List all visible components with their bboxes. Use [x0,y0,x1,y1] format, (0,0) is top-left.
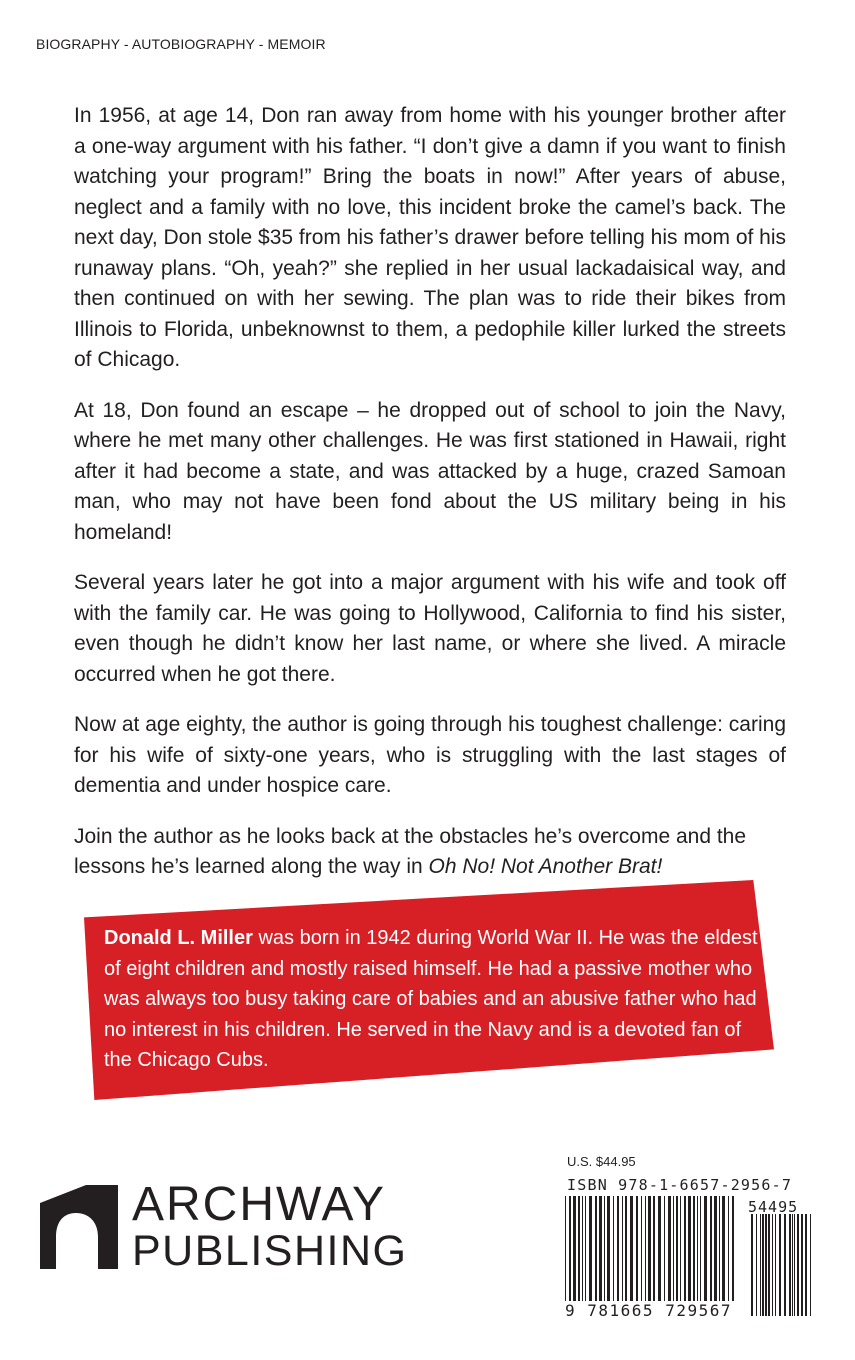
barcode-bar [684,1196,686,1316]
barcode-bar [641,1196,642,1316]
blurb-paragraph-2: At 18, Don found an escape – he dropped out of school to join the Navy, where he met many other challenges. He was first stationed in Hawaii, right after it had become a state, and was attacked by a huge, crazed Samoan man, who may not have been fond about the US military being in his homeland! [74,398,786,544]
barcode-bar [589,1196,592,1316]
publisher-name: ARCHWAY [132,1178,386,1231]
price-label: U.S. $44.95 [567,1154,636,1169]
barcode-bar [732,1196,734,1316]
barcode-bar [680,1196,681,1316]
barcode-bar [710,1196,712,1316]
barcode-bar [604,1196,605,1316]
barcode-bar [582,1196,583,1316]
barcode-bar [613,1196,614,1316]
barcode-bar [653,1196,655,1316]
barcode-bar [697,1196,698,1316]
barcode-bar [599,1196,602,1316]
blurb-paragraph-1: In 1956, at age 14, Don ran away from home with his younger brother after a one-way argument with his father. “I don’t give a damn if you want to finish watching your program!” Bring the boats in now!” After years of abuse, neglect and a family with no love, this incident broke the camel’s back. The next day, Don stole $35 from his father’s drawer before telling his mom of his runaway plans. “Oh, yeah?” she replied in her usual lackadaisical way, and then continued on with her sewing. The plan was to ride their bikes from Illinois to Florida, unbeknownst to them, a pedophile killer lurked the streets of Chicago. [74,104,787,371]
addon-bar [765,1214,767,1316]
barcode-bar [585,1196,586,1316]
publisher-name-line2: PUBLISHING [132,1227,408,1275]
blurb-paragraph-4: Now at age eighty, the author is going through his toughest challenge: caring for his wife of sixty-one years, who is struggling with the last stages of dementia and under hospice care. [74,713,786,797]
addon-bar [772,1214,773,1316]
barcode-bar [569,1196,571,1316]
barcode-bar [636,1196,638,1316]
barcode-bar [700,1196,701,1316]
author-bio [104,923,760,1076]
barcode-bar [688,1196,691,1316]
genre-label: BIOGRAPHY - AUTOBIOGRAPHY - MEMOIR [36,36,326,52]
addon-bar [768,1214,770,1316]
addon-bar [797,1214,799,1316]
addon-bar [751,1214,753,1316]
barcode-bar [714,1196,717,1316]
addon-bar [756,1214,757,1316]
barcode-bar [693,1196,695,1316]
barcode-bar [719,1196,720,1316]
barcode-bar [578,1196,580,1316]
barcode-bar [648,1196,651,1316]
addon-bar [762,1214,764,1316]
author-name: Donald L. Miller [104,927,253,949]
addon-bar [794,1214,795,1316]
barcode-digits: 9 781665 729567 [565,1301,732,1320]
barcode-bar [622,1196,623,1316]
barcode-bar [668,1196,671,1316]
addon-bar [792,1214,793,1316]
barcode-bar [630,1196,633,1316]
barcode-bar [722,1196,725,1316]
book-title: Oh No! Not Another Brat! [428,855,663,878]
author-bio-text: was born in 1942 during World War II. He was the eldest of eight children and mostly raised himself. He had a passive mother who was always too busy taking care of babies and an abusive father who had no interest in his children. He served in the Navy and is a devoted fan of the Chicago Cubs. [104,927,758,1071]
barcode-bar [658,1196,661,1316]
addon-bar [760,1214,761,1316]
blurb-paragraph-3: Several years later he got into a major argument with his wife and took off with the family car. He was going to Hollywood, California to find his sister, even though he didn’t know her last name, or where she lived. A miracle occurred when he got there. [74,571,786,686]
barcode-bar [673,1196,674,1316]
barcode-bar [617,1196,619,1316]
barcode-bar [664,1196,665,1316]
barcode-bar [607,1196,610,1316]
blurb-paragraph-5 [74,822,786,883]
addon-bar [779,1214,781,1316]
barcode-bar [573,1196,576,1316]
barcode-bar [595,1196,597,1316]
barcode-bar [645,1196,646,1316]
addon-digits: 54495 [748,1198,799,1216]
addon-bar [805,1214,807,1316]
barcode-bar [704,1196,707,1316]
addon-bar [789,1214,791,1316]
barcode-bar [728,1196,729,1316]
isbn-label: ISBN 978-1-6657-2956-7 [567,1176,793,1194]
blurb-paragraph-5-text: Join the author as he looks back at the obstacles he’s overcome and the lessons he’s learned along the way in [74,824,747,878]
back-cover-blurb [74,101,786,903]
barcode-bar [676,1196,678,1316]
addon-bar [801,1214,803,1316]
archway-arch-icon [40,1185,118,1269]
addon-bar [784,1214,786,1316]
addon-bar [775,1214,776,1316]
addon-bar [810,1214,811,1316]
barcode-bar [625,1196,627,1316]
barcode-bar [565,1196,566,1316]
